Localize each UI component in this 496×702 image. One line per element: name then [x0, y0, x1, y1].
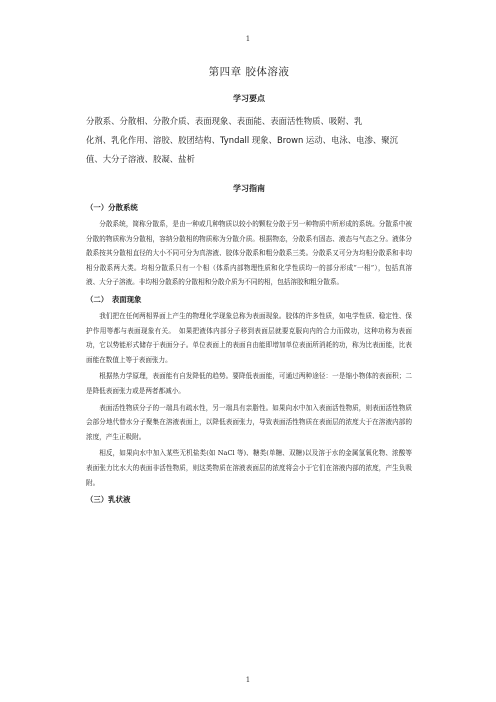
- paragraph-surface-4: 相反，如果向水中加入某些无机盐类(如 NaCl 等)、糖类(单糖、双糖)以及溶于水的金属氢氧化物、浓酸等表面张力比水大的表面非活性物质，则这类物质在溶液表面层的浓度将会小于它们在溶液内部的浓度，产生负吸附。: [86, 449, 412, 487]
- keywords-block: [86, 112, 412, 169]
- paragraph-surface-1: 我们把在任何两相界面上产生的物理化学现象总称为表面现象。胶体的许多性质，如电学性质、稳定性、保护作用等都与表面现象有关。 如果把液体内部分子移到表面层就要克服向内的合力而做功，这种功称为表面功，它以势能形式储存于表面分子。单位表面上的表面自由能即增加单位表面所消耗的功，称为比表面能，比表面能在数值上等于表面张力。: [86, 311, 412, 364]
- paragraph-surface-3: 表面活性物质分子的一端具有疏水性，另一端具有亲脂性。如果向水中加入表面活性物质，则表面活性物质会部分地代替水分子聚集在溶液表面上，以降低表面张力，导致表面活性物质在表面层的浓度大于在溶液内部的浓度，产生正吸附。: [86, 403, 412, 441]
- section-title-guide: 学习指南: [233, 183, 265, 193]
- document-body: [86, 64, 412, 509]
- page-number-top: 1: [245, 35, 251, 43]
- paragraph-dispersion: 分散系统，简称分散系，是由一种或几种物质以较小的颗粒分散于另一种物质中所形成的系统。分散系中被分散的物质称为分散相，容纳分散相的物质称为分散介质。根据物态，分散系有固态、液态与气态之分。液体分散系按其分散相直径的大小不同可分为真溶液、胶体分散系和粗分散系三类。分散系又可分为均相分散系和非均相分散系两大类。均相分散系只有一个相（体系内部物理性质和化学性质均一的部分形成“一相”），包括真溶液、大分子溶液。非均相分散系的分散相和分散介质为不同的相，包括溶胶和粗分散系。: [86, 220, 412, 287]
- subsection-heading-surface: （二） 表面现象: [86, 294, 142, 304]
- section-title-key-points: 学习要点: [233, 93, 265, 103]
- subsection-heading-dispersion: （一）分散系统: [86, 203, 138, 212]
- keywords-line-3: 值、大分子溶液、胶凝、盐析: [86, 154, 195, 164]
- keywords-line-2: 化剂、乳化作用、溶胶、胶团结构、Tyndall 现象、Brown 运动、电泳、电渗、聚沉: [86, 135, 399, 145]
- subsection-heading-emulsion: （三）乳状液: [86, 495, 131, 505]
- keywords-line-1: 分散系、分散相、分散介质、表面现象、表面能、表面活性物质、吸附、乳: [86, 116, 363, 126]
- chapter-title: 第四章 胶体溶液: [208, 66, 290, 78]
- page-number-bottom: 1: [245, 676, 251, 684]
- paragraph-surface-2: 根据热力学原理，表面能有自发降低的趋势。要降低表面能，可通过两种途径：一是缩小物体的表面积；二是降低表面张力或是两者都减小。: [86, 372, 412, 395]
